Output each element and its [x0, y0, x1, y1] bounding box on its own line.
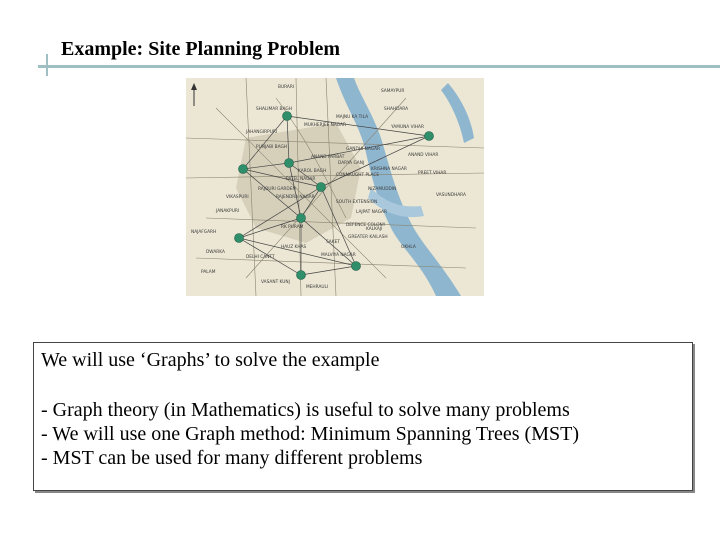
map-label: KAROL BAGH [298, 169, 327, 174]
map-node [297, 214, 306, 223]
spacer [41, 372, 692, 398]
map-label: SAMAYPUR [381, 89, 405, 94]
map-label: DARYA GANJ [338, 161, 365, 166]
map-label: MAJNU KA TILA [336, 115, 369, 120]
map-label: NAJAFGARH [191, 230, 217, 235]
map-label: SOUTH EXTENSION [336, 200, 378, 205]
map-node [352, 262, 361, 271]
map-label: LAJPAT NAGAR [356, 210, 387, 215]
map-label: GANDHI NAGAR [346, 147, 380, 152]
map-label: CONNAUGHT PLACE [336, 173, 380, 178]
map-label: ANAND PARBAT [311, 155, 345, 160]
map-node [297, 271, 306, 280]
text-box [33, 342, 693, 491]
map-label: DELHI CANTT [246, 255, 275, 260]
bullet-line: - MST can be used for many different problems [41, 447, 423, 469]
bullet-line: - We will use one Graph method: Minimum Spanning Trees (MST) [41, 423, 579, 445]
map-label: SHAHDARA [384, 107, 409, 112]
map-label: RAJOURI GARDEN [258, 187, 296, 192]
map-label: NIZAMUDDIN [368, 187, 397, 192]
map-label: SHALIMAR BAGH [256, 107, 292, 112]
map-label: JAHANGIRPURI [246, 130, 278, 135]
map-label: RK PURAM [281, 225, 304, 230]
map-node [425, 132, 434, 141]
map-label: KRISHNA NAGAR [371, 167, 407, 172]
map-label: PALAM [201, 270, 216, 275]
map-label: BURARI [278, 85, 295, 90]
map-label: JANAKPURI [216, 209, 240, 214]
map-label: KALKAJI [366, 227, 383, 232]
map-label: DWARKA [206, 250, 225, 255]
map-label: PATEL NAGAR [286, 177, 316, 182]
map-label: SAKET [326, 240, 340, 245]
city-map [186, 78, 484, 296]
map-label: PREET VIHAR [418, 171, 447, 176]
box-heading: We will use ‘Graphs’ to solve the example [41, 349, 380, 371]
map-label: OKHLA [401, 245, 416, 250]
map-label: DEFENCE COLONY [346, 223, 386, 228]
title-divider [38, 65, 720, 68]
map-label: VASANT KUNJ [261, 280, 290, 285]
map-label: ANAND VIHAR [408, 153, 439, 158]
map-label: GREATER KAILASH [348, 235, 388, 240]
title-divider-tick [46, 54, 48, 76]
map-label: VIKASPURI [226, 195, 249, 200]
bullet-line: - Graph theory (in Mathematics) is useful to solve many problems [41, 399, 570, 421]
slide-title: Example: Site Planning Problem [61, 38, 341, 60]
map-label: MALVIYA NAGAR [321, 253, 356, 258]
map-label: PUNJABI BAGH [256, 145, 288, 150]
map-node [317, 183, 326, 192]
map-label: MEHRAULI [306, 285, 329, 290]
map-node [283, 112, 292, 121]
city-map-graphic [186, 78, 484, 296]
map-label: VASUNDHARA [436, 193, 466, 198]
map-label: YAMUNA VIHAR [391, 125, 424, 130]
map-label: RAJENDRA NAGAR [276, 195, 315, 200]
map-label: MUKHERJEE NAGAR [304, 123, 346, 128]
map-node [285, 159, 294, 168]
map-node [239, 165, 248, 174]
map-label: HAUZ KHAS [281, 245, 307, 250]
map-node [235, 234, 244, 243]
